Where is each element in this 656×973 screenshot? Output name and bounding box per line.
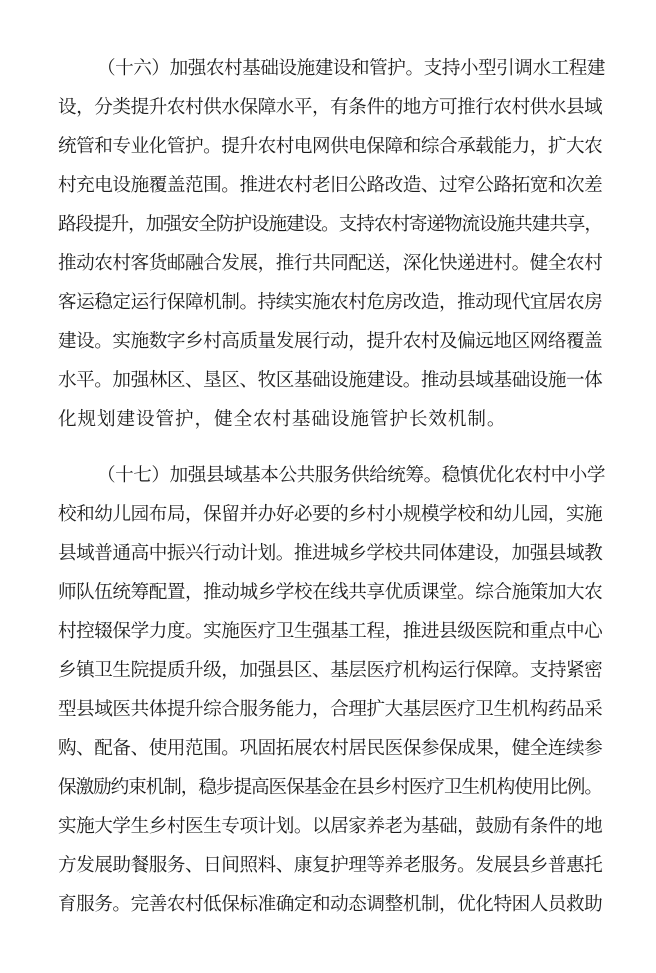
paragraph-line: （十七）加强县域基本公共服务供给统筹。稳慎优化农村中小学 (97, 465, 606, 486)
paragraph-line: 客运稳定运行保障机制。持续实施农村危房改造，推动现代宜居农房 (58, 292, 603, 313)
paragraph-line: 乡镇卫生院提质升级，加强县区、基层医疗机构运行保障。支持紧密 (58, 660, 603, 681)
paragraph-line: 型县域医共体提升综合服务能力，合理扩大基层医疗卫生机构药品采 (58, 699, 603, 720)
paragraph-line: 村控辍保学力度。实施医疗卫生强基工程，推进县级医院和重点中心 (58, 621, 603, 642)
paragraph-line: 师队伍统筹配置，推动城乡学校在线共享优质课堂。综合施策加大农 (58, 582, 603, 603)
paragraph-line: 育服务。完善农村低保标准确定和动态调整机制，优化特困人员救助 (58, 894, 603, 915)
paragraph-line: 设，分类提升农村供水保障水平，有条件的地方可推行农村供水县域 (58, 97, 603, 118)
paragraph-line: 方发展助餐服务、日间照料、康复护理等养老服务。发展县乡普惠托 (58, 855, 603, 876)
paragraph-line: 县域普通高中振兴行动计划。推进城乡学校共同体建设，加强县域教 (58, 543, 603, 564)
paragraph-line: 村充电设施覆盖范围。推进农村老旧公路改造、过窄公路拓宽和次差 (58, 175, 603, 196)
paragraph-line: 路段提升，加强安全防护设施建设。支持农村寄递物流设施共建共享， (58, 214, 602, 235)
paragraph-line: 统管和专业化管护。提升农村电网供电保障和综合承载能力，扩大农 (58, 136, 603, 157)
paragraph-line: 建设。实施数字乡村高质量发展行动，提升农村及偏远地区网络覆盖 (58, 331, 603, 352)
paragraph-line: 校和幼儿园布局，保留并办好必要的乡村小规模学校和幼儿园，实施 (58, 504, 603, 525)
paragraph-line: 实施大学生乡村医生专项计划。以居家养老为基础，鼓励有条件的地 (58, 816, 603, 837)
paragraph-line: 推动农村客货邮融合发展，推行共同配送，深化快递进村。健全农村 (58, 253, 603, 274)
paragraph-line: （十六）加强农村基础设施建设和管护。支持小型引调水工程建 (97, 58, 606, 79)
paragraph-line: 化规划建设管护，健全农村基础设施管护长效机制。 (58, 409, 507, 430)
paragraph-line: 保激励约束机制，稳步提高医保基金在县乡村医疗卫生机构使用比例。 (58, 777, 602, 798)
paragraph-line: 购、配备、使用范围。巩固拓展农村居民医保参保成果，健全连续参 (58, 738, 603, 759)
paragraph-line: 水平。加强林区、垦区、牧区基础设施建设。推动县域基础设施一体 (58, 370, 603, 391)
